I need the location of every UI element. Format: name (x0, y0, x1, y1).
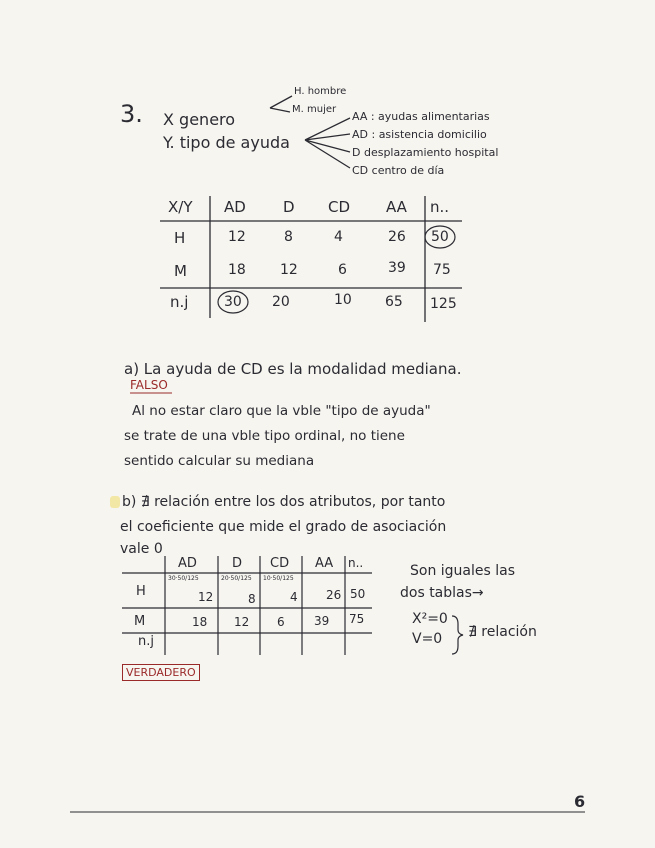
table2-header: n.. (348, 556, 364, 570)
table1-cell: 125 (430, 296, 457, 312)
page-number: 6 (574, 792, 586, 811)
table1-header: AA (386, 198, 407, 216)
table1-cell: 26 (388, 229, 406, 245)
y-variable: Y. tipo de ayuda (163, 133, 290, 152)
part-a-title: a) La ayuda de CD es la modalidad mediana. (124, 360, 462, 378)
table1-cell: 10 (334, 292, 352, 308)
table2-cell: 12 (198, 590, 214, 604)
table1-cell: 18 (228, 262, 246, 278)
table2-cell: 26 (326, 588, 342, 602)
table1-cell: 39 (388, 260, 406, 276)
table2-cell: 12 (234, 615, 250, 629)
part-a-line: se trate de una vble tipo ordinal, no tiene (124, 428, 405, 444)
part-b-line: el coeficiente que mide el grado de asociación (120, 519, 447, 535)
table1-row-label: n.j (170, 293, 189, 311)
table1-cell: 20 (272, 294, 290, 310)
chi-square-equation: X²=0 (412, 611, 448, 627)
table2-cell: 39 (314, 614, 330, 628)
table2-header: AA (315, 556, 334, 571)
table2-expected-formula: 30·50/125 (168, 575, 199, 582)
part-a-line: sentido calcular su mediana (124, 453, 315, 469)
table2-row-label: H (136, 584, 146, 599)
table2-cell: 18 (192, 615, 208, 629)
table1-cell: 50 (431, 229, 449, 245)
table2-row-label: M (134, 614, 146, 629)
table2-cell: 4 (290, 590, 298, 604)
problem-number: 3. (120, 100, 143, 128)
table2-cell: 6 (277, 615, 285, 629)
x-variable: X genero (163, 110, 236, 129)
table1-cell: 75 (433, 262, 451, 278)
table2-header: D (232, 556, 243, 571)
part-b-verdict: VERDADERO (122, 664, 200, 681)
table2-cell: 50 (350, 587, 366, 601)
table1-cell: 6 (338, 262, 347, 278)
table1-header: D (283, 198, 295, 216)
table2-header: AD (178, 556, 197, 571)
side-note-line: dos tablas→ (400, 585, 484, 601)
table1-row-label: H (174, 229, 186, 247)
table2-header: CD (270, 556, 290, 571)
side-note-conclusion: ∄ relación (468, 624, 537, 640)
table1-cell: 12 (280, 262, 298, 278)
table2-expected-formula: 20·50/125 (221, 575, 252, 582)
table2-cell: 8 (248, 592, 256, 606)
part-b-line: vale 0 (120, 541, 163, 557)
table1-header: n.. (430, 198, 450, 216)
table1-cell: 4 (334, 229, 343, 245)
table1-cell: 8 (284, 229, 293, 245)
table1-cell: 30 (224, 294, 242, 310)
cramer-v-equation: V=0 (412, 631, 443, 647)
y-category-d: D desplazamiento hospital (352, 146, 499, 159)
highlight-mark (110, 496, 120, 508)
x-category-m: M. mujer (292, 104, 337, 115)
y-category-cd: CD centro de día (352, 164, 445, 177)
x-category-h: H. hombre (294, 86, 347, 97)
table1-row-label: M (174, 262, 187, 280)
side-note-line: Son iguales las (410, 563, 516, 579)
table1-cell: 12 (228, 229, 246, 245)
y-category-ad: AD : asistencia domicilio (352, 128, 487, 141)
table2-cell: 75 (349, 612, 365, 626)
table1-cell: 65 (385, 294, 403, 310)
part-a-line: Al no estar claro que la vble "tipo de ayuda" (132, 403, 431, 419)
table1-header: CD (328, 198, 351, 216)
part-a-verdict: FALSO (130, 378, 168, 392)
table1-header: AD (224, 198, 246, 216)
table2-expected-formula: 10·50/125 (263, 575, 294, 582)
y-category-aa: AA : ayudas alimentarias (352, 110, 490, 123)
table2-row-label: n.j (138, 634, 154, 649)
part-b-line: b) ∄ relación entre los dos atributos, por tanto (122, 494, 446, 510)
table1-corner: X/Y (168, 198, 193, 216)
